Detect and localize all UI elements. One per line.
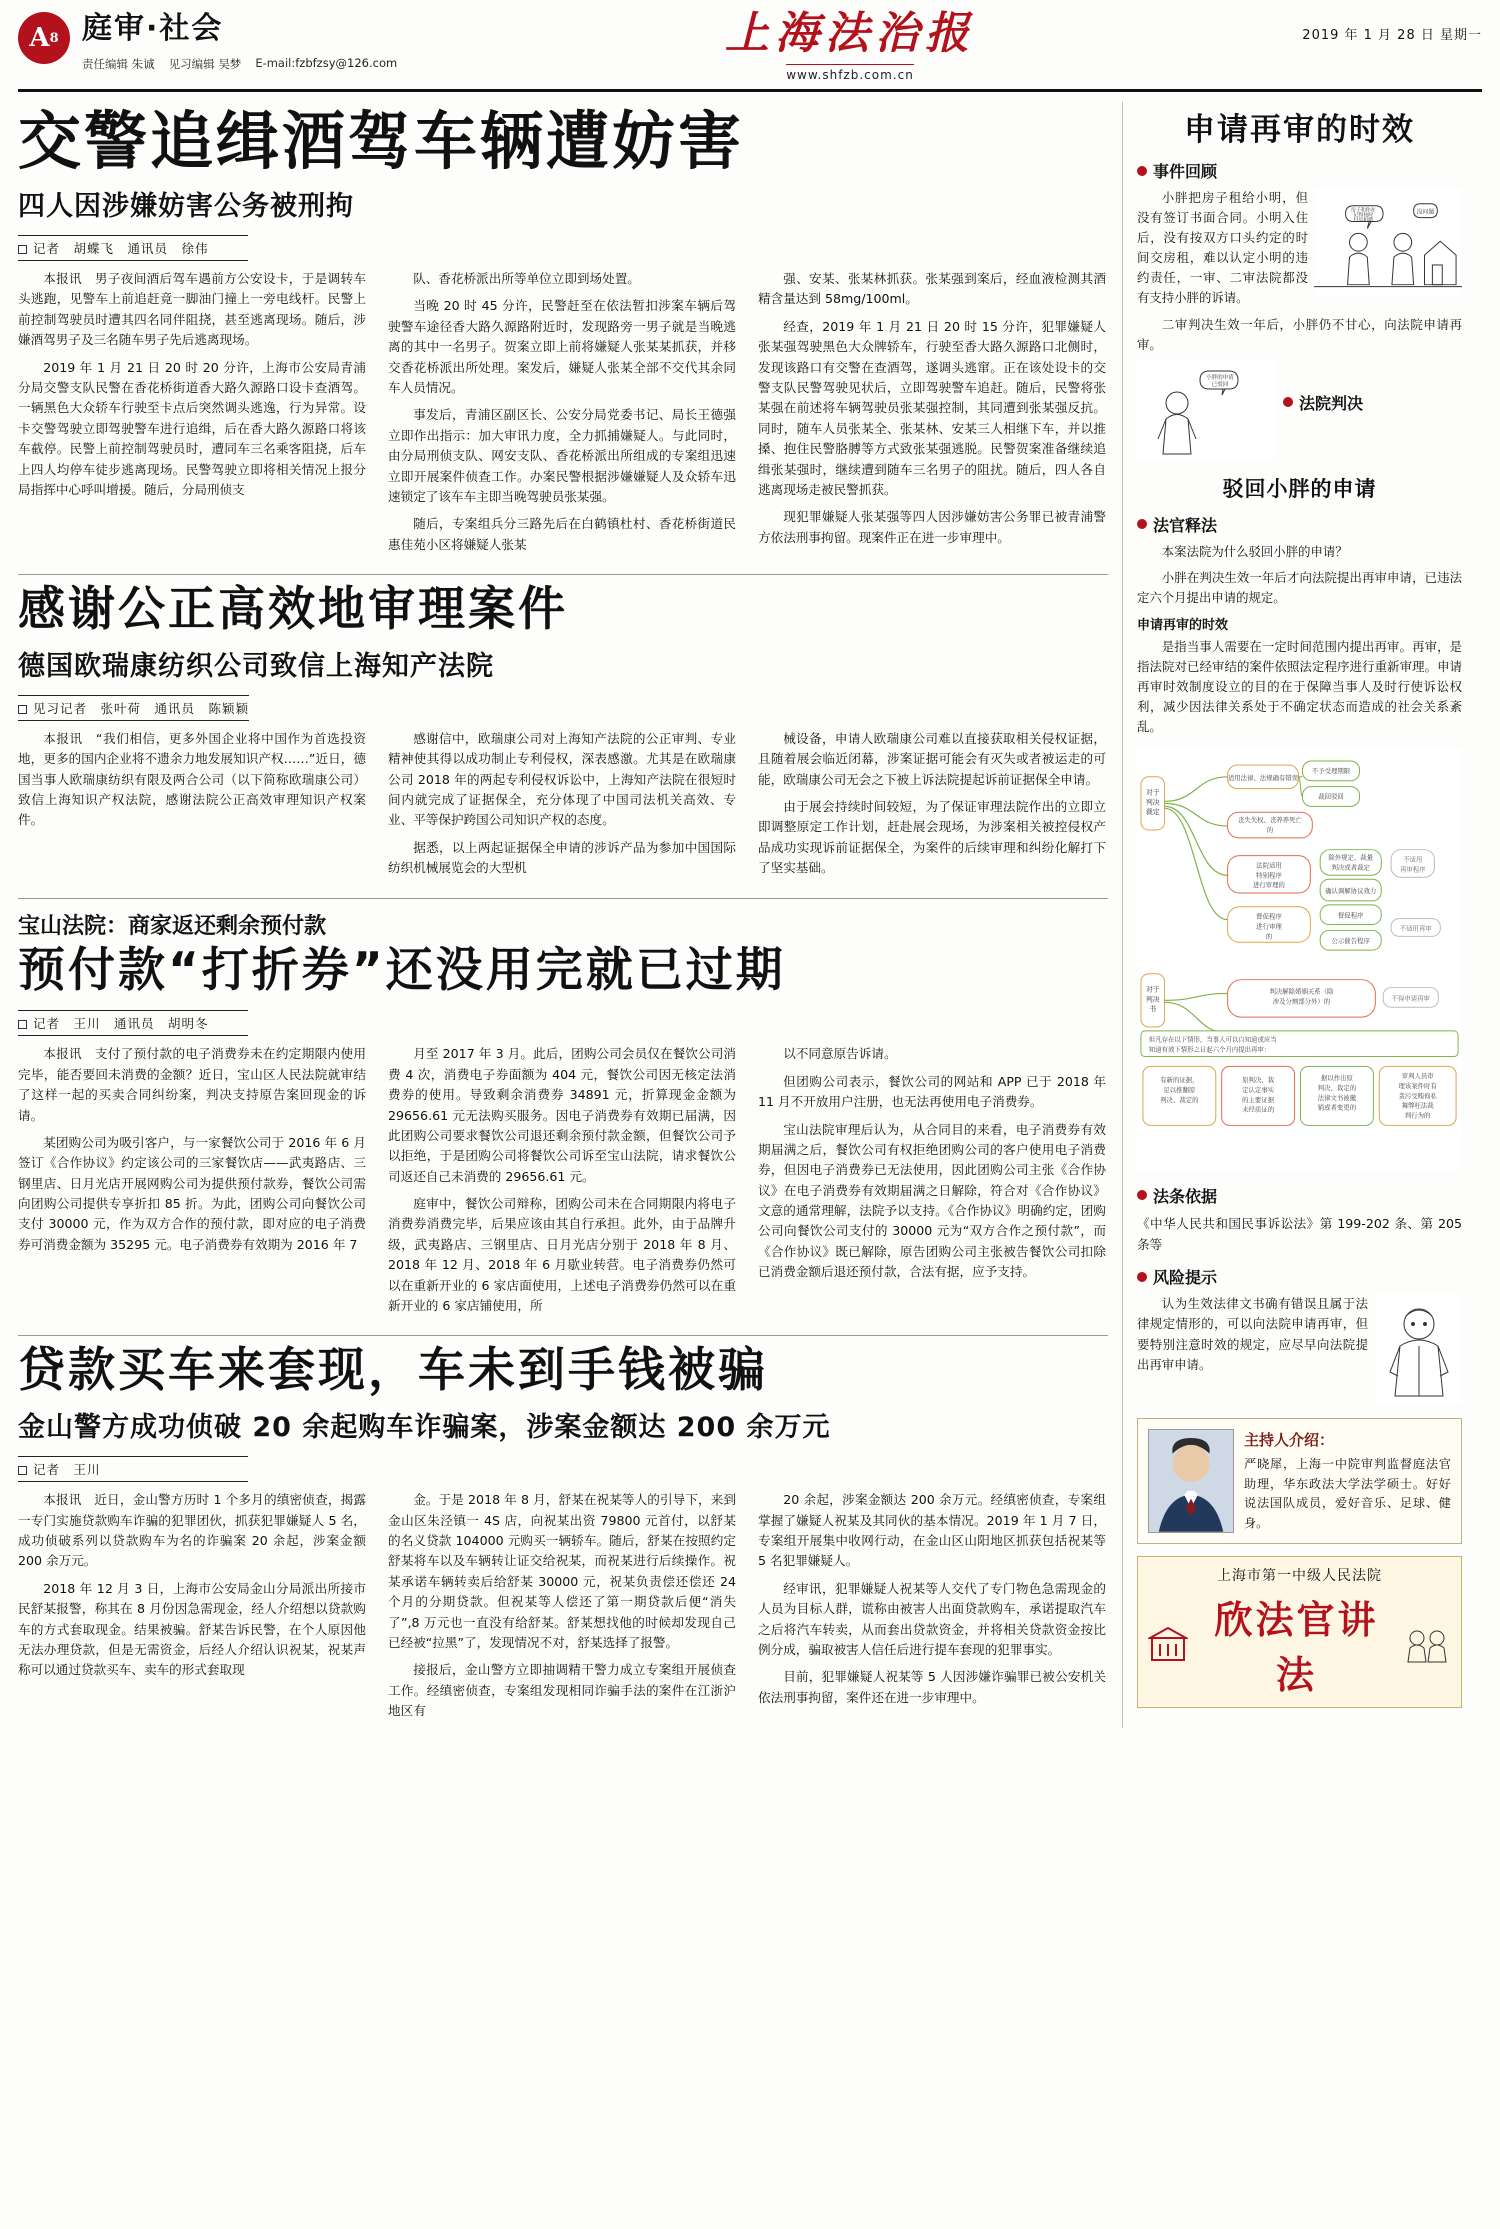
article2-byline: 见习记者 张叶荷 通讯员 陈颖颖 — [18, 695, 249, 721]
article1-col1 — [18, 269, 366, 562]
article3-byline: 记者 王川 通讯员 胡明冬 — [18, 1010, 248, 1036]
article2-col2 — [388, 729, 736, 886]
article3-col1 — [18, 1044, 366, 1323]
rail-law-label: 法条依据 — [1153, 1186, 1218, 1206]
paragraph: 月至 2017 年 3 月。此后，团购公司会员仅在餐饮公司消费 4 次，消费电子券面额为 404 元，餐饮公司因无核定法消费券的使用。导致剩余消费券 34891 元，折算现金金额为 29656.61 元无法购买服务。因电子消费券有效期已届满，因此团购公司要求餐饮公司退还剩余预付款金额，但餐饮公司予以拒绝，于是团购公司将餐饮公司诉至宝山法院，请求餐饮公司返还自己未消费的 29656.61 元。 — [388, 1046, 736, 1184]
paragraph: 经审讯，犯罪嫌疑人祝某等人交代了专门物色急需现金的人员为目标人群，谎称由被害人出面贷款购车，承诺提取汽车之后将汽车转卖，从而套出贷款资金，并将相关贷款资金按比例分成，骗取被害人信任后进行提车套现的犯罪事实。 — [758, 1580, 1106, 1657]
page-body — [18, 102, 1482, 1728]
svg-text:再审程序: 再审程序 — [1399, 864, 1426, 873]
svg-text:未经质证的: 未经质证的 — [1242, 1105, 1275, 1114]
article3-kicker: 宝山法院：商家返还剩余预付款 — [18, 913, 327, 939]
article1-columns — [18, 269, 1108, 562]
svg-text:原判决、裁: 原判决、裁 — [1242, 1075, 1275, 1084]
svg-text:不予受理期限: 不予受理期限 — [1311, 766, 1351, 775]
svg-text:审判人员审: 审判人员审 — [1401, 1071, 1434, 1080]
paragraph: 庭审中，餐饮公司辩称，团购公司未在合同期限内将电子消费券消费完毕，后果应该由其自行承担。此外，由于品牌升级，武夷路店、三钢里店、日月光店分别于 2018 年 8 月、2018 年 12 月、2018 年 6 月歇业转营。电子消费券仍然可以在重新开业的 6 家店面使用，上述电子消费券仍然可以在重新开业的 6 家店铺使用，所 — [388, 1196, 736, 1314]
law-text: 《中华人民共和国民事诉讼法》第 199-202 条、第 205 条等 — [1137, 1215, 1462, 1252]
article2-headline: 感谢公正高效地审理案件 — [18, 582, 568, 638]
svg-text:法律文书被撤: 法律文书被撤 — [1317, 1093, 1357, 1102]
court-brand: 欣法官讲法 — [1214, 1597, 1379, 1698]
svg-text:的: 的 — [1265, 931, 1273, 940]
risk-row — [1137, 1294, 1462, 1408]
host-photo — [1148, 1429, 1234, 1533]
article1-headline: 交警追缉酒驾车辆遭妨害 — [18, 105, 744, 178]
svg-text:贪污受贿徇私: 贪污受贿徇私 — [1398, 1091, 1437, 1100]
court-name: 上海市第一中级人民法院 — [1217, 1568, 1382, 1585]
paragraph: 但团购公司表示，餐饮公司的网站和 APP 已于 2018 年 11 月不开放用户注册，也无法再使用电子消费券。 — [758, 1073, 1106, 1110]
svg-text:判决或者裁定: 判决或者裁定 — [1331, 862, 1370, 871]
explain-definition: 是指当事人需要在一定时间范围内提出再审。再审，是指法院对已经审结的案件依照法定程序进行重新审理。申请再审时效制度设立的目的在于保障当事人及时行使诉讼权利，减少因法律关系处于不确定状态而造成的社会关系紊乱。 — [1137, 639, 1462, 735]
article4-headline: 贷款买车来套现，车未到手钱被骗 — [18, 1343, 768, 1399]
article4-col2 — [388, 1490, 736, 1728]
paragraph: 金。于是 2018 年 8 月，舒某在祝某等人的引导下，来到金山区朱泾镇一 4S 店，向祝某出资 79800 元首付，以舒某的名义贷款 104000 元购买一辆轿车。随后，舒某在按照约定舒某将车以及车辆转让证交给祝某，而祝某进行后续操作。祝某承诺车辆转卖后给舒某 30000 元，祝某负责偿还偿还 24 个月的分期贷款。但祝某等人偿还了第一期贷款后便“消失了”,8 万元也一直没有给舒某。舒某想找他的时候却发现自己已经被“拉黑”了，发现情况不对，舒某选择了报警。 — [388, 1492, 736, 1650]
svg-text:裁回驳回: 裁回驳回 — [1318, 791, 1344, 800]
host-text: 严晓犀，上海一中院审判监督庭法官助理，华东政法大学法学硕士。好好说法国队成员，爱好音乐、足球、健身。 — [1244, 1457, 1451, 1530]
paragraph: 宝山法院审理后认为，从合同目的来看，电子消费券有效期届满之后，餐饮公司有权拒绝团购公司的客户使用电子消费券，但因电子消费券已无法使用，因此团购公司主张《合作协议》在电子消费券有效期届满之日解除，符合对《合作协议》文意的通常理解，法院予以支持。《合作协议》明确约定，团购公司向餐饮公司支付的 30000 元为“双方合作之预付款”，而《合作协议》既已解除，原告团购公司主张被告餐饮公司扣除已消费金额后退还预付款，合法有据，应予支持。 — [758, 1121, 1106, 1280]
explain-answer: 小胖在判决生效一年后才向法院提出再审申请，已违法定六个月提出申请的规定。 — [1137, 569, 1462, 605]
paper-name: 上海法治报 — [725, 8, 975, 59]
svg-text:销或者变更的: 销或者变更的 — [1317, 1103, 1357, 1112]
bullet-dot-icon — [1283, 397, 1293, 407]
bullet-dot-icon — [1137, 166, 1147, 176]
svg-text:房子和你在: 房子和你在 — [1351, 207, 1376, 214]
issue-date: 2019 年 1 月 28 日 星期一 — [1302, 28, 1482, 43]
svg-text:确认调解协议效力: 确认调解协议效力 — [1325, 886, 1377, 895]
article2-col3 — [758, 729, 1106, 886]
page-badge-letter: A — [29, 23, 50, 53]
divider — [18, 1335, 1108, 1336]
paragraph: 感谢信中，欧瑞康公司对上海知产法院的公正审判、专业精神使其得以成功制止专利侵权，深表感激。尤其是在欧瑞康公司 2018 年的两起专利侵权诉讼中，上海知产法院在很短时间内就完成了证据保全，充分体现了中国司法机关高效、专业、平等保护跨国公司知识产权的态度。 — [388, 730, 736, 828]
cartoon-lawyer — [1376, 1294, 1462, 1408]
svg-text:没问题: 没问题 — [1416, 209, 1435, 216]
svg-text:适用法律、法规确有错误: 适用法律、法规确有错误 — [1227, 773, 1299, 782]
paragraph: 20 余起，涉案金额达 200 余万元。经缜密侦查，专案组掌握了嫌疑人祝某及其同伙的基本情况。2019 年 1 月 7 日，专案组开展集中收网行动，在金山区山阳地区抓获包括祝某等 5 名犯罪嫌疑人。 — [758, 1492, 1106, 1569]
svg-text:法院适用: 法院适用 — [1256, 860, 1282, 869]
article2-columns — [18, 729, 1108, 886]
byline-marker-icon — [18, 1466, 27, 1475]
masthead-credits — [82, 56, 397, 72]
article2-subhead: 德国欧瑞康纺织公司致信上海知产法院 — [18, 650, 494, 682]
paragraph: 由于展会持续时间较短，为了保证审理法院作出的立即立即调整原定工作计划，赶赴展会现场，为涉案相关被控侵权产品成功实现诉前证据保全，为案件的后续审理和纠纷化解打下了坚实基础。 — [758, 799, 1106, 876]
article3-col2 — [388, 1044, 736, 1323]
divider — [18, 574, 1108, 575]
court-mascots-icon — [1405, 1624, 1451, 1664]
rail-explain-label: 法官释法 — [1153, 515, 1218, 535]
article3-col3 — [758, 1044, 1106, 1323]
svg-text:公示催告程序: 公示催告程序 — [1331, 936, 1370, 945]
svg-text:不得申请再审: 不得申请再审 — [1391, 993, 1430, 1002]
verdict-row — [1137, 361, 1462, 465]
svg-text:据以作出原: 据以作出原 — [1320, 1073, 1353, 1082]
paragraph: 2018 年 12 月 3 日，上海市公安局金山分局派出所接市民舒某报警，称其在 8 月份因急需现金，经人介绍想以贷款购车的方式套取现金。结果被骗。舒某告诉民警，在个人原因他无法办理贷款，但是无需资金，后经人介绍认识祝某，祝某声称可以通过贷款买车、卖车的形式套取现 — [18, 1580, 366, 1678]
paragraph: 某团购公司为吸引客户，与一家餐饮公司于 2016 年 6 月签订《合作协议》约定该公司的三家餐饮店——武夷路店、三钢里店、日月光店开展网购公司为提供预付款券，餐饮公司需向团购公司提供专享折扣 85 折。为此，团购公司向餐饮公司支付 30000 元，作为双方合作的预付款，即对应的电子消费券可消费金额为 35295 元。电子消费券有效期为 2016 年 7 — [18, 1134, 366, 1252]
article4-byline: 记者 王川 — [18, 1456, 248, 1482]
bullet-dot-icon — [1137, 1272, 1147, 1282]
byline-marker-icon — [18, 1020, 27, 1029]
svg-text:不适用再审: 不适用再审 — [1399, 923, 1432, 932]
retrial-flow-svg — [1137, 744, 1462, 1174]
paragraph: 本报讯 男子夜间酒后驾车遇前方公安设卡，于是调转车头逃跑，见警车上前追赶竟一脚油门撞上一旁电线杆。民警上前控制驾驶员时遭其四名同伴阻挠，甚至逃离现场。随后，涉嫌酒驾男子及三名随车男子先后逃离现场。 — [18, 271, 366, 348]
article-traffic-police — [18, 105, 1108, 562]
host-title: 主持人介绍： — [1244, 1431, 1335, 1450]
svg-text:付房租哦: 付房租哦 — [1353, 217, 1374, 224]
article-prepaid-coupon — [18, 909, 1108, 1324]
svg-text:除外规定、裁量: 除外规定、裁量 — [1328, 853, 1374, 862]
credit-trainee-editor: 见习编辑 吴梦 — [168, 57, 242, 71]
paragraph: 小胖把房子租给小明，但没有签订书面合同。小明入住后，没有按双方口头约定的时间交房租，难以认定小明的违约责任，一审、二审法院都没有支持小胖的诉请。 — [1137, 190, 1308, 306]
rail-section-risk — [1137, 1265, 1462, 1288]
cartoon-rent-scene — [1314, 188, 1462, 301]
cartoon-lawyer-svg — [1376, 1294, 1462, 1404]
left-content — [18, 102, 1108, 1728]
svg-text:书: 书 — [1149, 1004, 1157, 1013]
page-number-badge — [18, 12, 70, 64]
paragraph: 事发后，青浦区副区长、公安分局党委书记、局长王德强立即作出指示：加大审讯力度，全力抓捕嫌疑人。与此同时，由分局刑侦支队、网安支队、香花桥派出所组成的专案组迅速立即开展案件侦查工作。办案民警根据涉嫌嫌疑人及众轿车迅速锁定了该车车主即当晚驾驶员张某强。 — [388, 407, 736, 504]
court-emblem-icon — [1148, 1624, 1188, 1664]
svg-text:涉及分割部分外）的: 涉及分割部分外）的 — [1272, 996, 1331, 1005]
paragraph: 当晚 20 时 45 分许，民警赶至在依法暂扣涉案车辆后驾驶警车途径香大路久源路附近时，发现路旁一男子就是当晚逃离的其中一名男子。贺案立即上前将嫌疑人张某某抓获，并移交香花桥派出所处理。案发后，嫌疑人张某全部不交代其余同车人员情况。 — [388, 298, 736, 395]
paragraph: 本报讯 “我们相信，更多外国企业将中国作为首选投资地，更多的国内企业将不遗余力地发展知识产权……”近日，德国当事人欧瑞康纺织有限及两合公司（以下简称欧瑞康公司）致信上海知识产权法院，感谢法院公正高效审理知识产权案件。 — [18, 730, 366, 828]
svg-text:对于: 对于 — [1145, 985, 1160, 993]
court-brand-row — [1148, 1589, 1451, 1699]
paper-url[interactable]: www.shfzb.com.cn — [786, 64, 914, 82]
byline-marker-icon — [18, 705, 27, 714]
svg-text:判决解除婚姻关系（除: 判决解除婚姻关系（除 — [1269, 986, 1334, 995]
masthead-center — [448, 10, 1252, 83]
article1-col2 — [388, 269, 736, 562]
article2-col1 — [18, 729, 366, 886]
paragraph: 本报讯 近日，金山警方历时 1 个多月的缜密侦查，揭露一专门实施贷款购车诈骗的犯罪团伙，抓获犯罪嫌疑人 5 名，成功侦破系列以贷款购车为名的诈骗案 20 余起，涉案金额 200 余万元。 — [18, 1492, 366, 1569]
svg-text:判决: 判决 — [1145, 797, 1160, 806]
svg-text:判决: 判决 — [1145, 994, 1160, 1003]
svg-text:已驳回: 已驳回 — [1211, 381, 1229, 388]
svg-text:判决、裁定的: 判决、裁定的 — [1160, 1095, 1199, 1104]
svg-text:有新的证据，: 有新的证据， — [1160, 1075, 1199, 1084]
byline-marker-icon — [18, 245, 27, 254]
svg-text:小胖的申请: 小胖的申请 — [1206, 374, 1234, 381]
paragraph: 目前，犯罪嫌疑人祝某等 5 人因涉嫌诈骗罪已被公安机关依法刑事拘留，案件还在进一步审理中。 — [758, 1669, 1106, 1705]
article4-columns — [18, 1490, 1108, 1728]
masthead-left — [18, 10, 448, 72]
section-title: 庭审·社会 — [82, 11, 224, 46]
page-badge-number: 8 — [49, 30, 59, 46]
court-footer — [1137, 1556, 1462, 1708]
article1-byline: 记者 胡蝶飞 通讯员 徐伟 — [18, 235, 248, 261]
svg-text:特别程序: 特别程序 — [1256, 870, 1282, 879]
masthead — [18, 0, 1482, 92]
paragraph: 经查，2019 年 1 月 21 日 20 时 15 分许，犯罪嫌疑人张某强驾驶黑色大众牌轿车，行驶至香大路久源路口北侧时，发现该路口有交警在查酒驾，遂调头逃窜。正在该处设卡的交警支队民警驾驶见状后，立即驾驶警车追赶。随后，民警将张某强在前述将车辆驾驶员张某强控制，其同遭到张某强反抗。同时，随车人员张某全、张某林、安某三人相继下车，并以推搡、抱住民警胳膊等方式致张某强逃脱。民警贺案准备继续追缉张某强时，继续遭到随车三名男子的阻扰。随后，四人各自逃离现场走被民警抓获。 — [758, 318, 1106, 497]
rail-verdict-label: 法院判决 — [1299, 393, 1364, 413]
article3-columns — [18, 1044, 1108, 1323]
svg-text:裁定: 裁定 — [1145, 807, 1160, 816]
article1-col3 — [758, 269, 1106, 562]
svg-text:进行审理: 进行审理 — [1256, 921, 1282, 930]
svg-text:进行审理的: 进行审理的 — [1252, 880, 1285, 889]
svg-text:判决、裁定的: 判决、裁定的 — [1317, 1083, 1357, 1092]
paragraph: 现犯罪嫌疑人张某强等四人因涉嫌妨害公务罪已被青浦警方依法刑事拘留。现案件正在进一步审理中。 — [758, 509, 1106, 545]
svg-text:的主要证据: 的主要证据 — [1242, 1095, 1275, 1104]
cartoon-judge-scene — [1137, 361, 1277, 465]
svg-text:足以推翻原: 足以推翻原 — [1163, 1085, 1196, 1094]
credit-editor: 责任编辑 朱诚 — [82, 57, 155, 71]
paragraph: 2019 年 1 月 21 日 20 时 20 分许，上海市公安局青浦分局交警支队民警在香花桥街道香大路久源路口设卡查酒驾。一辆黑色大众轿车行驶至卡点后突然调头逃逸，行为异常。设卡交警驾驶立即驾驶警车进行追缉，后在香大路久源路口将该车截停。民警上前控制驾驶员时，遭同车三名乘客阻挠，后车上四人均停车徒步逃离现场。民警驾驶立即将相关情况上报分局指挥中心呼叫增援。随后，分局刑侦支 — [18, 359, 366, 497]
svg-text:的: 的 — [1266, 825, 1274, 834]
paragraph: 本报讯 支付了预付款的电子消费券未在约定期限内使用完毕，能否要回未消费的金额？近日，宝山区人民法院就审结了这样一起的买卖合同纠纷案，判决支持原告案回现金的诉请。 — [18, 1046, 366, 1123]
article1-subhead: 四人因涉嫌妨害公务被刑拘 — [18, 191, 354, 223]
paragraph: 械设备，申请人欧瑞康公司难以直接获取相关侵权证据，且随着展会临近闭幕，涉案证据可能会有灭失或者被运走的可能，欧瑞康公司无会之下被上诉法院提起诉前证据保全申请。 — [758, 730, 1106, 787]
host-intro-box — [1137, 1418, 1462, 1544]
svg-text:判行为的: 判行为的 — [1404, 1111, 1431, 1120]
svg-text:舞弊枉法裁: 舞弊枉法裁 — [1401, 1101, 1434, 1110]
bullet-dot-icon — [1137, 519, 1147, 529]
divider — [18, 898, 1108, 899]
bullet-dot-icon — [1137, 1190, 1147, 1200]
verdict-text: 驳回小胖的申请 — [1222, 476, 1377, 501]
svg-text:督促程序: 督促程序 — [1256, 912, 1282, 921]
svg-text:定认定事实: 定认定事实 — [1242, 1085, 1275, 1094]
paragraph: 队、香花桥派出所等单位立即到场处置。 — [413, 271, 640, 287]
svg-text:不适用: 不适用 — [1403, 855, 1423, 863]
article-car-loan-fraud — [18, 1343, 1108, 1728]
cartoon-rent-svg — [1314, 188, 1462, 297]
rail-section-verdict — [1283, 391, 1462, 414]
paragraph: 强、安某、张某林抓获。张某强到案后，经血液检测其酒精含量达到 58mg/100ml。 — [758, 271, 1106, 307]
svg-text:对于: 对于 — [1145, 788, 1160, 797]
rail-risk-label: 风险提示 — [1153, 1268, 1218, 1288]
article4-col3 — [758, 1490, 1106, 1728]
article-oerlikon-letter — [18, 582, 1108, 885]
rail-title: 申请再审的时效 — [1184, 112, 1415, 148]
right-rail — [1122, 102, 1462, 1728]
svg-text:但凡存在以下情形，当事人可以自知道或应当: 但凡存在以下情形，当事人可以自知道或应当 — [1148, 1035, 1277, 1044]
explain-subheading: 申请再审的时效 — [1137, 618, 1229, 634]
rail-section-explain — [1137, 513, 1462, 536]
svg-text:记得按时: 记得按时 — [1353, 212, 1374, 219]
host-info — [1244, 1429, 1451, 1533]
rail-section-review — [1137, 159, 1462, 182]
svg-text:知道有效下情形之日起六个月内提出再审：: 知道有效下情形之日起六个月内提出再审： — [1148, 1045, 1271, 1054]
credit-email: E-mail:fzbfzsy@126.com — [255, 56, 398, 70]
article3-headline: 预付款“打折券”还没用完就已过期 — [18, 942, 786, 998]
paragraph: 二审判决生效一年后，小胖仍不甘心，向法院申请再审。 — [1137, 316, 1462, 352]
article4-col1 — [18, 1490, 366, 1728]
svg-text:督促程序: 督促程序 — [1337, 911, 1364, 920]
paragraph: 接报后，金山警方立即抽调精干警力成立专案组开展侦查工作。经缜密侦查，专案组发现相同诈骗手法的案件在江浙沪地区有 — [388, 1662, 736, 1719]
rail-section-law — [1137, 1184, 1462, 1207]
review-row — [1137, 188, 1462, 315]
paragraph: 以不同意原告诉请。 — [783, 1046, 897, 1062]
svg-text:丧失失权、丧养养死亡: 丧失失权、丧养养死亡 — [1238, 815, 1302, 824]
paragraph: 据悉，以上两起证据保全申请的涉诉产品为参加中国国际纺织机械展览会的大型机 — [388, 839, 736, 876]
host-photo-svg — [1149, 1430, 1233, 1532]
cartoon-judge-svg — [1137, 361, 1277, 461]
risk-text: 认为生效法律文书确有错误且属于法律规定情形的，可以向法院申请再审，但要特别注意时效的规定，应尽早向法院提出再审申请。 — [1137, 1296, 1368, 1372]
retrial-flow-diagram — [1137, 744, 1462, 1174]
rail-review-label: 事件回顾 — [1153, 162, 1218, 181]
article4-subhead: 金山警方成功侦破 20 余起购车诈骗案，涉案金额达 200 余万元 — [18, 1412, 831, 1444]
paragraph: 随后，专案组兵分三路先后在白鹤镇杜村、香花桥街道民惠佳苑小区将嫌疑人张某 — [388, 516, 736, 552]
explain-question: 本案法院为什么驳回小胖的申请？ — [1161, 543, 1348, 559]
svg-text:理该案件时有: 理该案件时有 — [1398, 1081, 1437, 1090]
